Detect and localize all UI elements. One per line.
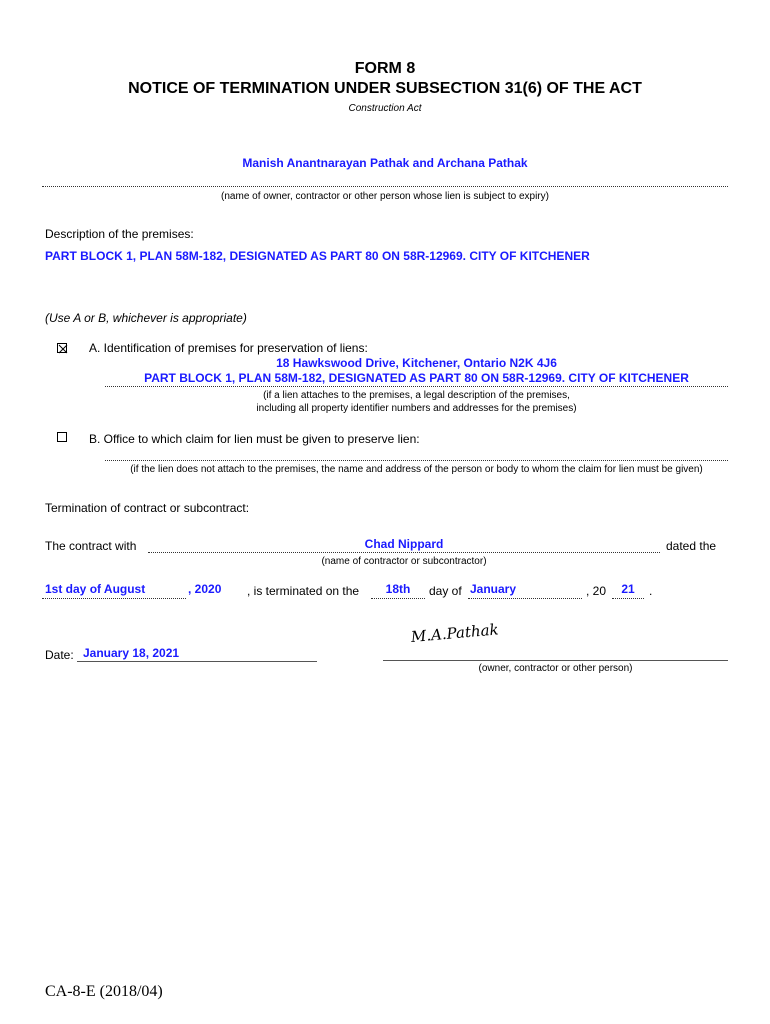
option-a-legal-field[interactable]: PART BLOCK 1, PLAN 58M-182, DESIGNATED AS PART 80 ON 58R-12969. CITY OF KITCHENER (144, 371, 689, 385)
option-a-label: A. Identification of premises for preservation of liens: (89, 341, 368, 355)
termination-day-field[interactable]: 18th (385, 582, 411, 596)
signature-caption: (owner, contractor or other person) (478, 663, 633, 674)
signature-image: M.A.Pathak (410, 620, 500, 646)
termination-year-line (612, 598, 644, 599)
contractor-line (148, 552, 660, 553)
contract-prefix: The contract with (45, 539, 137, 553)
year-prefix-text: , 20 (586, 584, 607, 598)
owner-name-field[interactable]: Manish Anantnarayan Pathak and Archana Pathak (242, 156, 528, 170)
option-a-caption-2: including all property identifier numbers and addresses for the premises) (256, 403, 577, 414)
option-a-address-field[interactable]: 18 Hawkswood Drive, Kitchener, Ontario N2K 4J6 (276, 356, 557, 370)
form-title: NOTICE OF TERMINATION UNDER SUBSECTION 31(6) OF THE ACT (128, 80, 642, 97)
form-number: FORM 8 (354, 60, 416, 77)
instruction-text: (Use A or B, whichever is appropriate) (45, 311, 247, 325)
termination-label: Termination of contract or subcontract: (45, 501, 250, 515)
option-b-caption: (if the lien does not attach to the premises, the name and address of the person or body to whom the claim for lien must be given) (130, 464, 703, 475)
day-of-text: day of (429, 584, 462, 598)
contract-day-line (42, 598, 186, 599)
terminated-text: , is terminated on the (247, 584, 360, 598)
contractor-name-field[interactable]: Chad Nippard (364, 537, 444, 551)
date-label: Date: (45, 648, 74, 662)
termination-day-line (371, 598, 425, 599)
premises-label: Description of the premises: (45, 227, 194, 241)
option-b-label: B. Office to which claim for lien must be given to preserve lien: (89, 432, 420, 446)
contractor-caption: (name of contractor or subcontractor) (321, 556, 487, 567)
date-line (77, 661, 317, 662)
owner-caption: (name of owner, contractor or other person whose lien is subject to expiry) (221, 191, 549, 202)
form-subtitle: Construction Act (348, 103, 422, 114)
owner-name-line (42, 186, 728, 187)
dated-the-text: dated the (666, 539, 717, 553)
date-field[interactable]: January 18, 2021 (83, 646, 180, 660)
option-a-caption-1: (if a lien attaches to the premises, a legal description of the premises, (263, 390, 570, 401)
termination-month-field[interactable]: January (470, 582, 517, 596)
termination-month-line (468, 598, 582, 599)
contract-year-field[interactable]: , 2020 (188, 582, 222, 596)
premises-description-field[interactable]: PART BLOCK 1, PLAN 58M-182, DESIGNATED AS PART 80 ON 58R-12969. CITY OF KITCHENER (45, 249, 590, 263)
option-a-checkbox[interactable] (57, 343, 67, 353)
option-b-checkbox[interactable] (57, 432, 67, 442)
form-code: CA-8-E (2018/04) (45, 983, 163, 1000)
termination-year-field[interactable]: 21 (621, 582, 635, 596)
period-text: . (649, 584, 653, 598)
option-b-line[interactable] (105, 460, 728, 461)
option-a-line (105, 386, 728, 387)
contract-day-field[interactable]: 1st day of August (45, 582, 146, 596)
signature-line[interactable] (383, 660, 728, 661)
checkmark-x-icon (58, 344, 68, 354)
